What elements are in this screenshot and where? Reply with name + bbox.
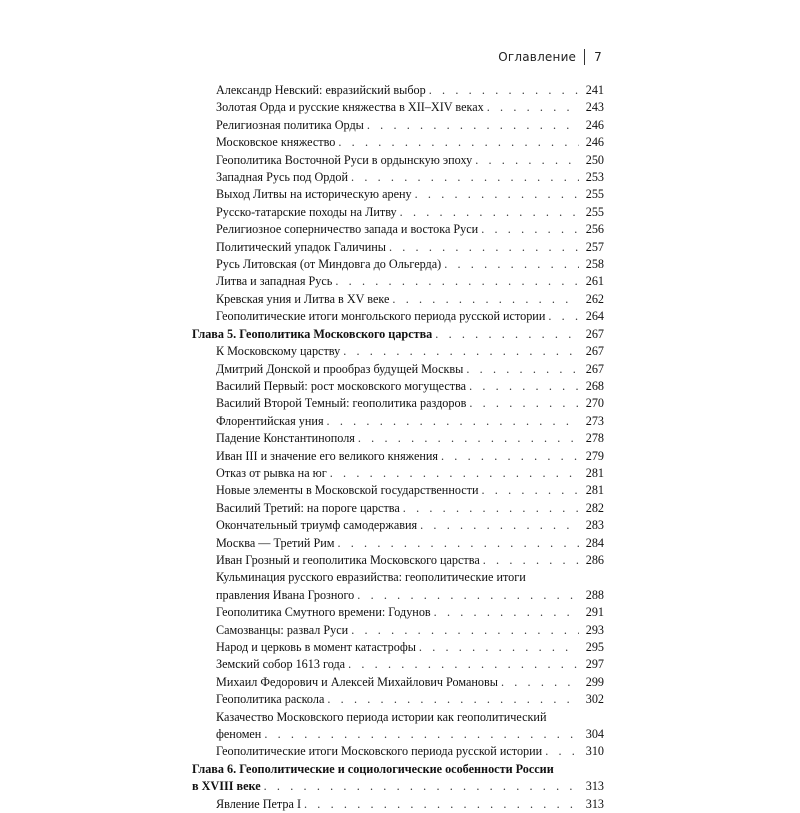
- dot-leader: [483, 552, 579, 569]
- toc-entry-title: Земский собор 1613 года: [216, 657, 346, 672]
- toc-entry: [192, 639, 604, 656]
- toc-entry-title: Золотая Орда и русские княжества в XII–XIV веках: [216, 100, 484, 115]
- toc-entry-page: 282: [585, 500, 604, 515]
- dot-leader: [264, 726, 579, 743]
- dot-leader: [357, 587, 579, 604]
- toc-entry: [192, 587, 604, 604]
- dot-leader: [392, 291, 579, 308]
- toc-entry: [192, 134, 604, 151]
- dot-leader: [337, 535, 579, 552]
- toc-entry-page: 284: [585, 535, 604, 550]
- toc-entry-title: Народ и церковь в момент катастрофы: [216, 640, 416, 654]
- toc-entry-title: Политический упадок Галичины: [216, 239, 386, 254]
- toc-entry: [192, 152, 604, 169]
- toc-entry-page: 267: [585, 361, 604, 376]
- toc-entry: [192, 448, 604, 465]
- toc-entry: [192, 308, 604, 325]
- dot-leader: [327, 413, 579, 430]
- toc-entry-page: 286: [585, 552, 604, 567]
- toc-entry: [192, 273, 604, 290]
- toc-entry-page: 253: [585, 170, 604, 185]
- toc-entry-title: Московское княжество: [216, 135, 336, 150]
- toc-entry-title: феномен: [216, 727, 262, 742]
- toc-entry-page: 270: [585, 396, 604, 411]
- dot-leader: [441, 448, 579, 465]
- toc-entry-title: Религиозное соперничество запада и востока Руси: [216, 222, 479, 237]
- running-header: [498, 49, 602, 65]
- toc-entry-page: 278: [585, 431, 604, 446]
- toc-entry: [192, 221, 604, 238]
- toc-entry: [192, 204, 604, 221]
- dot-leader: [367, 117, 579, 134]
- toc-entry: [192, 256, 604, 273]
- toc-entry: [192, 656, 604, 673]
- toc-entry: [192, 604, 604, 621]
- toc-entry-title: Иван Грозный и геополитика Московского царства: [216, 552, 480, 567]
- dot-leader: [475, 152, 579, 169]
- toc-entry: [192, 552, 604, 569]
- toc-entry-title: Западная Русь под Ордой: [216, 170, 349, 185]
- chapter-title-line: Глава 6. Геополитические и социологические особенности России: [192, 761, 554, 776]
- dot-leader: [330, 465, 579, 482]
- page-number: 7: [594, 50, 602, 64]
- dot-leader: [415, 186, 579, 203]
- toc-entry-title: Василий Третий: на пороге царства: [216, 500, 400, 515]
- toc-entry-title: Василий Первый: рост московского могущества: [216, 378, 467, 393]
- toc-entry-title: Иван III и значение его великого княжения: [216, 448, 439, 463]
- toc-entry-title-line: Казачество Московского периода истории как геополитический: [216, 709, 547, 724]
- toc-entry: [192, 674, 604, 691]
- toc-entry: [192, 395, 604, 412]
- toc-entry-title: Геополитические итоги монгольского периода русской истории: [216, 309, 546, 324]
- toc-chapter: [192, 326, 604, 343]
- toc-entry: [192, 82, 604, 99]
- dot-leader: [420, 517, 579, 534]
- dot-leader: [466, 361, 579, 378]
- toc-entry-page: 295: [585, 640, 604, 654]
- toc-entry-title: Окончательный триумф самодержавия: [216, 518, 418, 533]
- toc-entry-title: Геополитика раскола: [216, 692, 325, 707]
- toc-entry-page: 293: [585, 622, 604, 637]
- toc-entry-page: 246: [585, 117, 604, 132]
- toc-entry-page: 304: [585, 727, 604, 742]
- table-of-contents: [192, 82, 604, 813]
- toc-entry-title: в XVIII веке: [192, 779, 261, 794]
- toc-entry-title: Геополитика Восточной Руси в ордынскую эпоху: [216, 152, 473, 167]
- toc-entry-page: 288: [585, 587, 604, 602]
- toc-entry-page: 241: [585, 83, 604, 97]
- dot-leader: [469, 395, 579, 412]
- toc-entry-page: 310: [585, 744, 604, 759]
- toc-entry: [192, 378, 604, 395]
- dot-leader: [335, 273, 579, 290]
- toc-entry: [192, 430, 604, 447]
- toc-entry-page: 281: [585, 465, 604, 480]
- dot-leader: [351, 169, 579, 186]
- dot-leader: [434, 604, 579, 621]
- toc-entry-page: 299: [585, 674, 604, 689]
- toc-entry-page: 267: [585, 344, 604, 359]
- dot-leader: [304, 796, 579, 813]
- dot-leader: [435, 326, 579, 343]
- dot-leader: [348, 656, 579, 673]
- dot-leader: [469, 378, 579, 395]
- toc-entry: [192, 99, 604, 116]
- toc-entry: [192, 482, 604, 499]
- dot-leader: [327, 691, 579, 708]
- toc-entry-page: 273: [585, 413, 604, 428]
- toc-entry-title: Религиозная политика Орды: [216, 117, 364, 132]
- toc-entry-page: 283: [585, 518, 604, 533]
- dot-leader: [358, 430, 579, 447]
- dot-leader: [501, 674, 579, 691]
- toc-entry-page: 246: [585, 135, 604, 150]
- toc-entry-title: Выход Литвы на историческую арену: [216, 187, 412, 202]
- toc-entry: [192, 743, 604, 760]
- dot-leader: [338, 134, 579, 151]
- toc-entry: [192, 517, 604, 534]
- toc-entry: [192, 413, 604, 430]
- toc-entry-page: 297: [585, 657, 604, 672]
- dot-leader: [343, 343, 579, 360]
- toc-entry: [192, 465, 604, 482]
- toc-entry-title: Глава 5. Геополитика Московского царства: [192, 326, 433, 341]
- toc-entry-title: Дмитрий Донской и прообраз будущей Москвы: [216, 361, 464, 376]
- toc-entry-title: Геополитические итоги Московского периода русской истории: [216, 744, 543, 759]
- dot-leader: [389, 239, 579, 256]
- toc-entry-page: 281: [585, 483, 604, 498]
- toc-entry-page: 255: [585, 204, 604, 219]
- toc-entry-page: 313: [585, 779, 604, 794]
- toc-entry-page: 256: [585, 222, 604, 237]
- toc-entry: [192, 500, 604, 517]
- toc-entry-page: 267: [585, 326, 604, 341]
- toc-entry-page: 313: [585, 796, 604, 811]
- toc-entry: [192, 726, 604, 743]
- toc-entry-title-line: Кульминация русского евразийства: геополитические итоги: [216, 570, 526, 585]
- dot-leader: [403, 500, 579, 517]
- toc-entry-page: 291: [585, 605, 604, 620]
- toc-entry-page: 255: [585, 187, 604, 202]
- toc-entry-title: Москва — Третий Рим: [216, 535, 335, 550]
- dot-leader: [429, 82, 579, 99]
- toc-entry: [192, 239, 604, 256]
- toc-entry: [192, 186, 604, 203]
- dot-leader: [481, 221, 579, 238]
- toc-entry-title: правления Ивана Грозного: [216, 587, 355, 602]
- toc-entry-title: Геополитика Смутного времени: Годунов: [216, 605, 431, 620]
- dot-leader: [400, 204, 579, 221]
- dot-leader: [264, 778, 579, 795]
- toc-entry-page: 279: [585, 448, 604, 463]
- toc-entry-title: Самозванцы: развал Руси: [216, 622, 349, 637]
- toc-entry-title: Новые элементы в Московской государственности: [216, 483, 479, 498]
- toc-entry-page: 243: [585, 100, 604, 115]
- toc-entry: [192, 291, 604, 308]
- toc-entry-title: Отказ от рывка на юг: [216, 465, 327, 480]
- toc-entry-title: Падение Константинополя: [216, 431, 355, 446]
- dot-leader: [419, 639, 579, 656]
- toc-entry-title: Александр Невский: евразийский выбор: [216, 83, 426, 97]
- toc-entry-title: Русско-татарские походы на Литву: [216, 204, 397, 219]
- toc-entry: [192, 117, 604, 134]
- toc-entry-title: Явление Петра I: [216, 796, 302, 811]
- running-header-section: Оглавление: [498, 50, 577, 64]
- toc-entry-page: 258: [585, 257, 604, 272]
- toc-entry-title: Михаил Федорович и Алексей Михайлович Романовы: [216, 674, 498, 689]
- toc-entry-page: 257: [585, 239, 604, 254]
- toc-chapter: [192, 778, 604, 795]
- toc-entry: [192, 796, 604, 813]
- toc-entry-title: Литва и западная Русь: [216, 274, 333, 289]
- toc-entry-title: Флорентийская уния: [216, 413, 324, 428]
- dot-leader: [351, 622, 579, 639]
- toc-entry-page: 268: [585, 378, 604, 393]
- toc-entry: [192, 622, 604, 639]
- dot-leader: [482, 482, 580, 499]
- dot-leader: [545, 743, 579, 760]
- toc-entry-title: Русь Литовская (от Миндовга до Ольгерда): [216, 257, 442, 272]
- toc-entry-title: Василий Второй Темный: геополитика раздоров: [216, 396, 467, 411]
- toc-entry-page: 302: [585, 692, 604, 707]
- toc-entry: [192, 343, 604, 360]
- toc-entry: [192, 169, 604, 186]
- dot-leader: [548, 308, 579, 325]
- toc-entry-page: 264: [585, 309, 604, 324]
- dot-leader: [487, 99, 579, 116]
- header-divider: [584, 49, 585, 65]
- toc-entry-page: 250: [585, 152, 604, 167]
- toc-entry: [192, 691, 604, 708]
- dot-leader: [444, 256, 579, 273]
- toc-entry-title: К Московскому царству: [216, 344, 341, 359]
- toc-entry-page: 261: [585, 274, 604, 289]
- toc-entry: [192, 535, 604, 552]
- toc-entry-page: 262: [585, 291, 604, 306]
- toc-entry-title: Кревская уния и Литва в XV веке: [216, 291, 390, 306]
- toc-entry: [192, 361, 604, 378]
